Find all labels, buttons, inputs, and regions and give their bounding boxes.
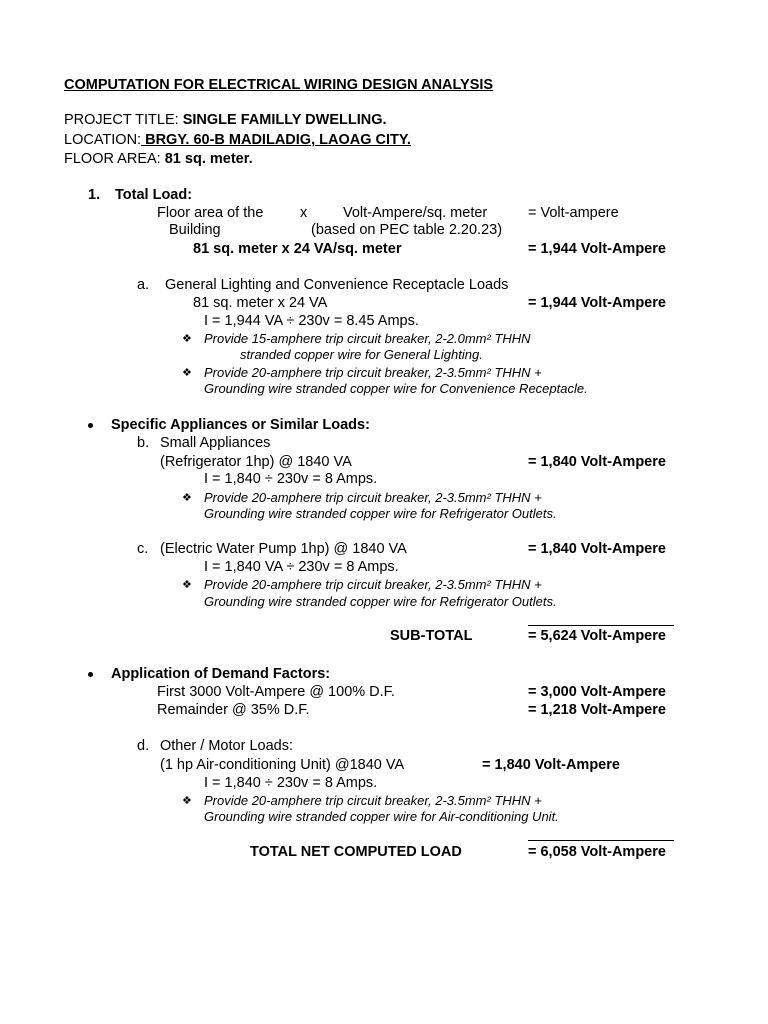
item-a-note2-line2: Grounding wire stranded copper wire for Convenience Receptacle. <box>204 381 588 396</box>
item-d-note-line1: Provide 20-amphere trip circuit breaker, 2-3.5mm² THHN + <box>204 793 542 808</box>
demand-row2-label: Remainder @ 35% D.F. <box>157 702 310 718</box>
project-title-value: SINGLE FAMILLY DWELLING. <box>182 112 387 128</box>
bullet-icon <box>88 672 93 677</box>
item-a-note2-line1: Provide 20-amphere trip circuit breaker, 2-3.5mm² THHN + <box>204 365 542 380</box>
demand-heading: Application of Demand Factors: <box>111 666 331 682</box>
item-d-note-line2: Grounding wire stranded copper wire for Air-conditioning Unit. <box>204 809 559 824</box>
floor-area-line <box>64 150 253 168</box>
item-a-note1-line1: Provide 15-amphere trip circuit breaker, 2-2.0mm² THHN <box>204 331 531 346</box>
subtotal-label: SUB-TOTAL <box>390 628 473 644</box>
diamond-bullet-icon: ❖ <box>182 492 192 504</box>
diamond-bullet-icon: ❖ <box>182 333 192 345</box>
formula-building: Building <box>169 222 221 238</box>
item-b-calc: (Refrigerator 1hp) @ 1840 VA <box>160 454 352 470</box>
subtotal-rule <box>528 625 674 626</box>
formula-va-per-sqm: Volt-Ampere/sq. meter <box>343 205 488 221</box>
total-label: TOTAL NET COMPUTED LOAD <box>250 844 462 860</box>
item-d-current: I = 1,840 ÷ 230v = 8 Amps. <box>204 775 378 791</box>
item-b-letter: b. <box>137 435 150 451</box>
formula-pec-reference: (based on PEC table 2.20.23) <box>311 222 503 238</box>
total-load-result: = 1,944 Volt-Ampere <box>528 241 666 257</box>
item-c-calc: (Electric Water Pump 1hp) @ 1840 VA <box>160 541 407 557</box>
item-d-heading: Other / Motor Loads: <box>160 738 293 754</box>
item-b-result: = 1,840 Volt-Ampere <box>528 454 666 470</box>
diamond-bullet-icon: ❖ <box>182 795 192 807</box>
subtotal-value: = 5,624 Volt-Ampere <box>528 628 666 644</box>
item-c-note-line2: Grounding wire stranded copper wire for Refrigerator Outlets. <box>204 594 557 609</box>
item-b-note-line2: Grounding wire stranded copper wire for Refrigerator Outlets. <box>204 506 557 521</box>
formula-floor-area: Floor area of the <box>157 205 264 221</box>
item-d-calc: (1 hp Air-conditioning Unit) @1840 VA <box>160 757 405 773</box>
item-b-note-line1: Provide 20-amphere trip circuit breaker, 2-3.5mm² THHN + <box>204 490 542 505</box>
total-rule <box>528 840 674 841</box>
total-load-heading: Total Load: <box>115 187 193 203</box>
demand-row1-value: = 3,000 Volt-Ampere <box>528 684 666 700</box>
bullet-icon <box>88 423 93 428</box>
floor-area-value: 81 sq. meter. <box>164 151 253 167</box>
specific-heading: Specific Appliances or Similar Loads: <box>111 417 370 433</box>
item-c-letter: c. <box>137 541 149 557</box>
item-a-heading: General Lighting and Convenience Receptacle Loads <box>165 277 509 293</box>
floor-area-label: FLOOR AREA: <box>64 151 165 167</box>
item-a-note1-line2: stranded copper wire for General Lighting. <box>240 347 483 362</box>
project-title-label: PROJECT TITLE: <box>64 112 183 128</box>
project-title-line <box>64 111 387 129</box>
location-line <box>64 131 411 149</box>
location-label: LOCATION: <box>64 132 142 148</box>
item-a-letter: a. <box>137 277 150 293</box>
item-a-result: = 1,944 Volt-Ampere <box>528 295 666 311</box>
item-c-result: = 1,840 Volt-Ampere <box>528 541 666 557</box>
item-c-note-line1: Provide 20-amphere trip circuit breaker, 2-3.5mm² THHN + <box>204 577 542 592</box>
demand-row1-label: First 3000 Volt-Ampere @ 100% D.F. <box>157 684 395 700</box>
formula-result-label: = Volt-ampere <box>528 205 619 221</box>
total-load-number: 1. <box>88 187 101 203</box>
diamond-bullet-icon: ❖ <box>182 367 192 379</box>
demand-row2-value: = 1,218 Volt-Ampere <box>528 702 666 718</box>
item-d-result: = 1,840 Volt-Ampere <box>482 757 620 773</box>
total-value: = 6,058 Volt-Ampere <box>528 844 666 860</box>
formula-times: x <box>300 205 308 221</box>
location-value: BRGY. 60-B MADILADIG, LAOAG CITY. <box>141 132 411 148</box>
total-load-calc: 81 sq. meter x 24 VA/sq. meter <box>193 241 402 257</box>
diamond-bullet-icon: ❖ <box>182 579 192 591</box>
item-a-current: I = 1,944 VA ÷ 230v = 8.45 Amps. <box>204 313 419 329</box>
item-d-letter: d. <box>137 738 150 754</box>
document-title: COMPUTATION FOR ELECTRICAL WIRING DESIGN ANALYSIS <box>64 77 494 93</box>
item-b-heading: Small Appliances <box>160 435 271 451</box>
item-b-current: I = 1,840 ÷ 230v = 8 Amps. <box>204 471 378 487</box>
item-c-current: I = 1,840 VA ÷ 230v = 8 Amps. <box>204 559 399 575</box>
item-a-calc: 81 sq. meter x 24 VA <box>193 295 328 311</box>
